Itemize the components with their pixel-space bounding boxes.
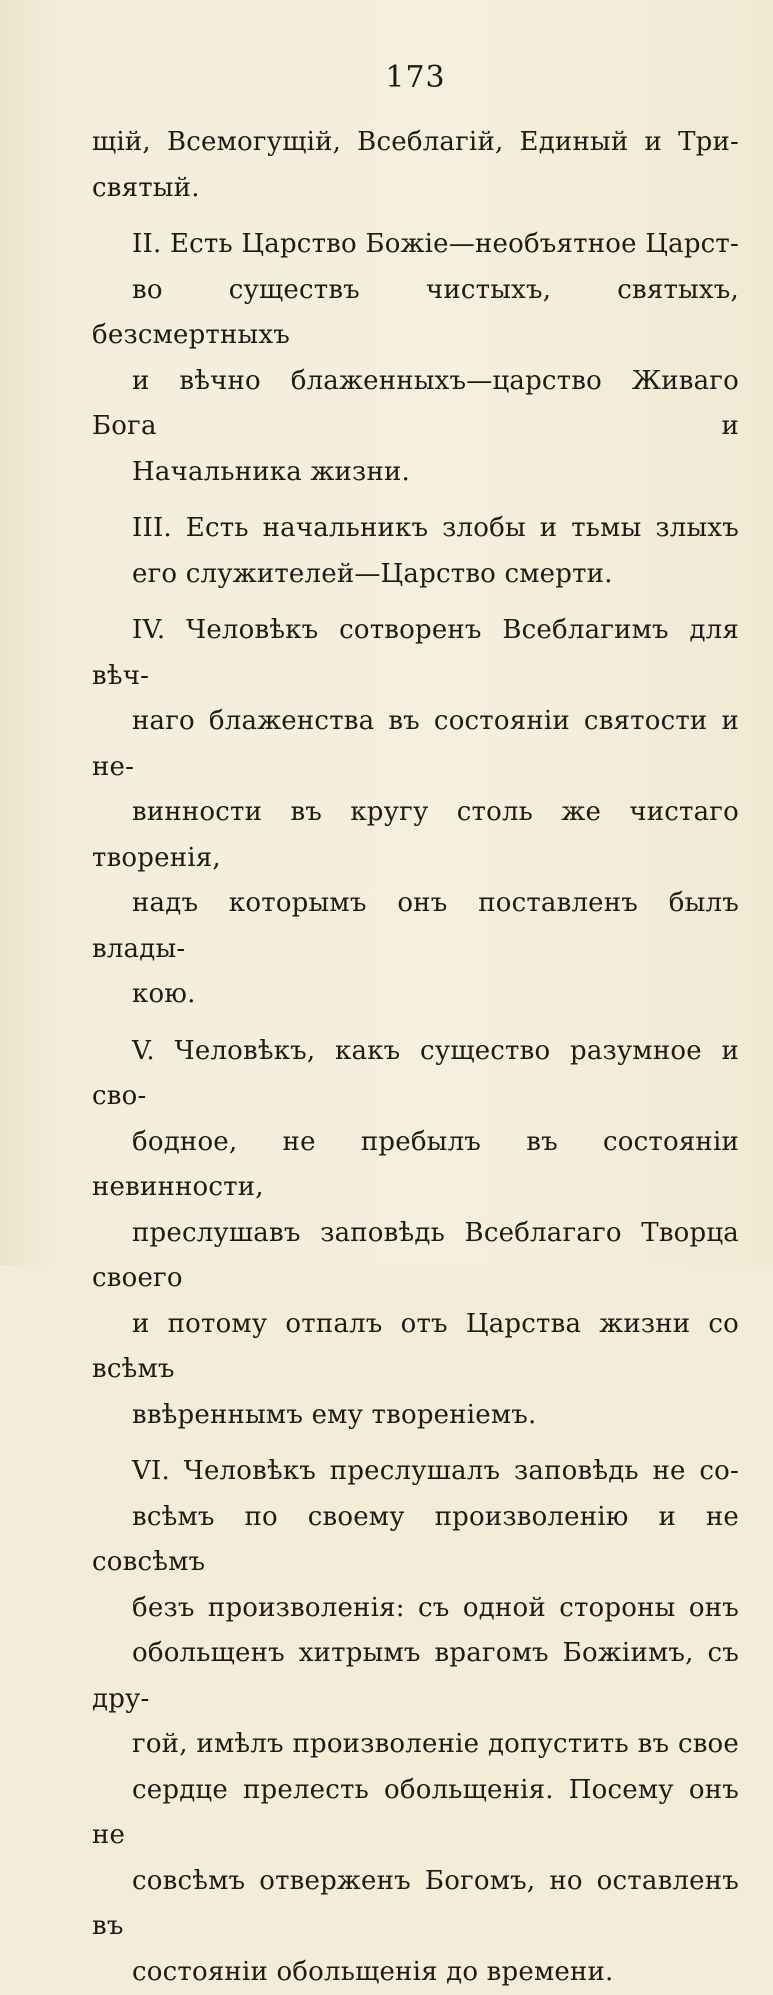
text-line: IV. Человѣкъ сотворенъ Всеблагимъ для вѣч- — [92, 608, 739, 699]
text-line: совсѣмъ отверженъ Богомъ, но оставленъ въ — [92, 1859, 739, 1950]
page-number: 173 — [92, 58, 739, 98]
text-line: ввѣреннымъ ему твореніемъ. — [92, 1393, 739, 1439]
paragraph-II — [92, 222, 739, 495]
text-line: обольщенъ хитрымъ врагомъ Божіимъ, съ дру- — [92, 1631, 739, 1722]
text-line: во существъ чистыхъ, святыхъ, безсмертныхъ — [92, 268, 739, 359]
text-line: щій, Всемогущій, Всеблагій, Единый и Три- — [92, 120, 739, 166]
text-line: и вѣчно блаженныхъ—царство Живаго Бога и — [92, 359, 739, 450]
paragraph-VI — [92, 1449, 739, 1995]
paragraph-IV — [92, 608, 739, 1018]
text-line: наго блаженства въ состояніи святости и не- — [92, 699, 739, 790]
text-line: винности въ кругу столь же чистаго творенія, — [92, 790, 739, 881]
text-line: гой, имѣлъ произволеніе допустить въ свое — [92, 1722, 739, 1768]
text-line: кою. — [92, 972, 739, 1018]
text-line: III. Есть начальникъ злобы и тьмы злыхъ — [92, 506, 739, 552]
text-line: безъ произволенія: съ одной стороны онъ — [92, 1586, 739, 1632]
text-line: VI. Человѣкъ преслушалъ заповѣдь не со- — [92, 1449, 739, 1495]
text-line: II. Есть Царство Божіе—необъятное Царст- — [92, 222, 739, 268]
text-line: состояніи обольщенія до времени. — [92, 1950, 739, 1995]
text-line: бодное, не пребылъ въ состояніи невинности, — [92, 1120, 739, 1211]
text-line: преслушавъ заповѣдь Всеблагаго Творца своего — [92, 1211, 739, 1302]
text-line: надъ которымъ онъ поставленъ былъ влады- — [92, 881, 739, 972]
text-line: его служителей—Царство смерти. — [92, 552, 739, 598]
paragraph-III — [92, 506, 739, 597]
text-line: святый. — [92, 166, 739, 212]
text-line: и потому отпалъ отъ Царства жизни со всѣмъ — [92, 1302, 739, 1393]
text-line: V. Человѣкъ, какъ существо разумное и сво- — [92, 1029, 739, 1120]
text-line: Начальника жизни. — [92, 450, 739, 496]
paragraph-continuation — [92, 120, 739, 211]
paragraph-V — [92, 1029, 739, 1439]
text-line: всѣмъ по своему произволенію и не совсѣмъ — [92, 1495, 739, 1586]
text-line: сердце прелесть обольщенія. Посему онъ не — [92, 1768, 739, 1859]
